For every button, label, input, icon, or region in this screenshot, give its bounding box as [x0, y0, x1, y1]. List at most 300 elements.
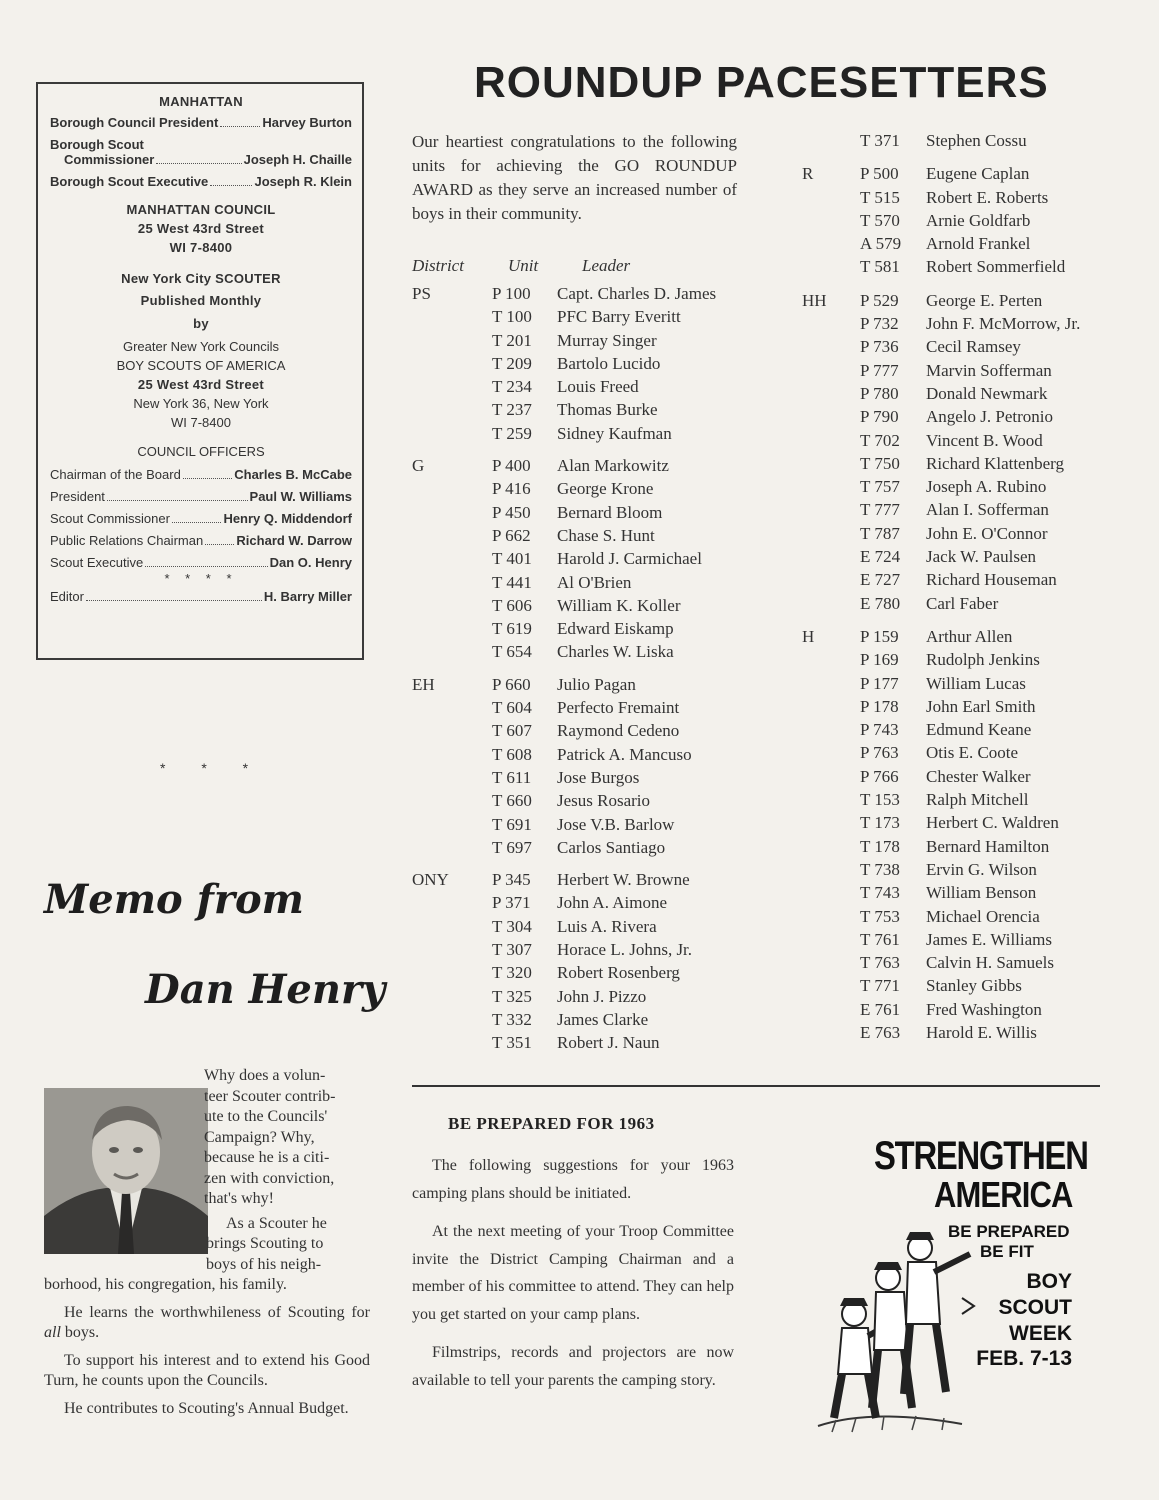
council-phone: WI 7-8400	[169, 240, 233, 255]
unit-number: T 654	[492, 642, 532, 662]
intro-paragraph: Our heartiest congratulations to the following units for achieving the GO ROUNDUP AWARD as they serve an increased number of boys in their community.	[412, 132, 737, 223]
officer-name: Paul W. Williams	[249, 489, 352, 504]
memo-line: teer Scouter contrib-	[204, 1087, 336, 1105]
leader-name: Alan Markowitz	[557, 456, 669, 476]
unit-number: T 441	[492, 572, 532, 592]
unit-number: A 579	[860, 234, 902, 254]
unit-row	[802, 974, 1102, 997]
unit-row	[802, 648, 1102, 671]
leader-name: Harold J. Carmichael	[557, 549, 702, 569]
unit-row	[802, 522, 1102, 545]
leader-name: Michael Orencia	[926, 906, 1040, 926]
unit-number: P 450	[492, 502, 531, 522]
officer-label: Borough Council President	[50, 115, 219, 130]
unit-row	[802, 255, 1102, 278]
memo-text-post: boys.	[60, 1324, 100, 1341]
unit-row	[802, 162, 1102, 185]
memo-paragraph: He contributes to Scouting's Annual Budget.	[64, 1399, 349, 1417]
unit-row	[802, 928, 1102, 951]
unit-row	[802, 998, 1102, 1021]
officer-line	[50, 174, 352, 190]
unit-number: T 787	[860, 523, 900, 543]
pacesetters-column-2	[802, 129, 1102, 1044]
unit-number: P 790	[860, 407, 899, 427]
pacesetters-column-1	[412, 282, 752, 1055]
unit-row	[802, 672, 1102, 695]
unit-row	[802, 405, 1102, 428]
publisher-line: BOY SCOUTS OF AMERICA	[116, 358, 286, 373]
unit-row	[412, 985, 752, 1008]
unit-number: P 736	[860, 337, 899, 357]
leader-name: Jesus Rosario	[557, 791, 651, 811]
unit-number: P 732	[860, 314, 899, 334]
unit-number: E 780	[860, 593, 901, 613]
unit-number: T 201	[492, 330, 532, 350]
unit-number: P 743	[860, 720, 899, 740]
unit-number: P 400	[492, 456, 531, 476]
unit-row	[802, 881, 1102, 904]
memo-line: Campaign? Why,	[204, 1128, 315, 1146]
memo-title-line1: Memo from	[44, 876, 304, 923]
unit-number: P 763	[860, 743, 899, 763]
boy-scout-week-poster	[812, 1134, 1088, 1434]
unit-number: T 607	[492, 721, 532, 741]
leader-name: Jose Burgos	[557, 767, 640, 787]
editor-line	[50, 589, 352, 605]
district-code: EH	[412, 674, 435, 694]
district-group	[802, 162, 1102, 278]
unit-number: E 763	[860, 1022, 901, 1042]
unit-row	[412, 1008, 752, 1031]
officer-name: Harvey Burton	[262, 115, 352, 130]
leader-header: Leader	[582, 256, 631, 275]
officer-name: Charles B. McCabe	[234, 467, 352, 482]
publisher-line: 25 West 43rd Street	[137, 377, 265, 392]
officer-label-line1: Borough Scout	[50, 137, 144, 152]
leader-name: Chase S. Hunt	[557, 525, 655, 545]
publication-by: by	[193, 316, 209, 331]
leader-name: Robert J. Naun	[557, 1033, 660, 1053]
leader-name: Ralph Mitchell	[926, 790, 1029, 810]
memo-line: As a Scouter he	[226, 1214, 327, 1232]
unit-number: T 753	[860, 906, 900, 926]
unit-number: P 780	[860, 383, 899, 403]
unit-number: T 757	[860, 477, 900, 497]
leader-name: Horace L. Johns, Jr.	[557, 940, 693, 960]
officer-label: President	[50, 489, 105, 504]
unit-row	[412, 696, 752, 719]
leader-name: Arnold Frankel	[926, 234, 1031, 254]
unit-row	[802, 835, 1102, 858]
masthead-stars: * * * *	[164, 571, 238, 586]
leader-name: James E. Williams	[926, 929, 1053, 949]
memo-line: because he is a citi-	[204, 1149, 330, 1166]
leader-name: Bartolo Lucido	[557, 353, 661, 373]
leader-name: Stephen Cossu	[926, 131, 1027, 150]
leader-name: John F. McMorrow, Jr.	[926, 314, 1081, 334]
leader-name: Otis E. Coote	[926, 743, 1019, 763]
prepared-article	[412, 1152, 734, 1405]
leader-name: Donald Newmark	[926, 383, 1048, 403]
unit-row	[412, 766, 752, 789]
unit-number: P 371	[492, 893, 531, 913]
leader-name: Luis A. Rivera	[557, 916, 657, 936]
leader-name: George E. Perten	[926, 290, 1043, 310]
leader-name: Angelo J. Petronio	[926, 407, 1054, 427]
unit-number: P 100	[492, 284, 531, 303]
publication-frequency: Published Monthly	[140, 293, 262, 308]
unit-number: T 750	[860, 453, 900, 473]
divider	[412, 1085, 1100, 1087]
unit-row	[802, 382, 1102, 405]
unit-number: P 766	[860, 766, 899, 786]
unit-number: T 697	[492, 837, 532, 857]
district-group	[412, 673, 752, 859]
officer-name: Joseph R. Klein	[254, 174, 352, 189]
district-group	[802, 625, 1102, 1044]
prepared-paragraph: Filmstrips, records and projectors are now available to tell your parents the camping story.	[412, 1344, 734, 1389]
officer-name: Dan O. Henry	[269, 555, 352, 570]
unit-number: T 738	[860, 859, 900, 879]
leader-name: John A. Aimone	[557, 893, 668, 913]
leader-name: Al O'Brien	[557, 572, 632, 592]
officer-label: Borough Scout Executive	[50, 174, 209, 189]
memo-paragraph	[44, 1303, 370, 1344]
unit-number: P 345	[492, 870, 531, 890]
unit-row	[412, 1031, 752, 1054]
unit-row	[802, 335, 1102, 358]
leader-name: Marvin Sofferman	[926, 360, 1052, 380]
leader-name: Julio Pagan	[557, 674, 636, 694]
unit-number: T 777	[860, 500, 900, 520]
publisher-line: WI 7-8400	[171, 415, 231, 430]
leader-name: Vincent B. Wood	[926, 430, 1043, 450]
leader-name: Jose V.B. Barlow	[557, 814, 675, 834]
leader-name: Robert Rosenberg	[557, 963, 680, 983]
leader-name: PFC Barry Everitt	[557, 307, 681, 327]
leader-name: Arnie Goldfarb	[926, 210, 1031, 230]
memo-line: that's why!	[204, 1190, 274, 1207]
unit-row	[802, 788, 1102, 811]
leader-name: Sidney Kaufman	[557, 423, 672, 443]
district-code: HH	[802, 290, 827, 310]
unit-number: T 237	[492, 400, 532, 420]
memo-title-line2: Dan Henry	[145, 966, 386, 1013]
unit-number: T 100	[492, 307, 532, 327]
unit-number: T 234	[492, 377, 532, 397]
unit-number: P 169	[860, 650, 899, 670]
unit-row	[802, 568, 1102, 591]
unit-row	[412, 719, 752, 742]
unit-number: T 325	[492, 986, 532, 1006]
officer-label: Chairman of the Board	[50, 467, 181, 482]
unit-number: T 320	[492, 963, 532, 983]
leader-name: James Clarke	[557, 1009, 649, 1029]
unit-row	[412, 594, 752, 617]
publication-name: New York City SCOUTER	[121, 271, 281, 286]
district-group	[802, 129, 1102, 152]
unit-row	[802, 359, 1102, 382]
unit-row	[802, 209, 1102, 232]
leader-name: John J. Pizzo	[557, 986, 647, 1006]
unit-number: T 606	[492, 595, 532, 615]
memo-line: borhood, his congregation, his family.	[44, 1276, 287, 1293]
unit-row	[802, 498, 1102, 521]
unit-number: P 662	[492, 525, 531, 545]
officer-label: Scout Commissioner	[50, 511, 170, 526]
unit-number: T 608	[492, 744, 532, 764]
unit-number: P 777	[860, 360, 899, 380]
unit-row	[802, 429, 1102, 452]
unit-number: P 529	[860, 290, 899, 310]
unit-row	[412, 743, 752, 766]
unit-row	[802, 592, 1102, 615]
unit-row	[412, 891, 752, 914]
leader-name: Edmund Keane	[926, 720, 1032, 740]
leader-name: Joseph A. Rubino	[926, 477, 1047, 497]
prepared-paragraph: The following suggestions for your 1963 camping plans should be initiated.	[412, 1157, 734, 1202]
prepared-title: BE PREPARED FOR 1963	[448, 1114, 655, 1133]
leader-name: Carlos Santiago	[557, 837, 666, 857]
memo-article	[44, 1066, 370, 1419]
unit-row	[412, 961, 752, 984]
unit-number: T 604	[492, 698, 532, 718]
leader-name: Bernard Bloom	[557, 502, 663, 522]
leader-name: Murray Singer	[557, 330, 657, 350]
unit-row	[412, 640, 752, 663]
unit-number: T 351	[492, 1033, 532, 1053]
unit-number: T 332	[492, 1009, 532, 1029]
leader-name: George Krone	[557, 479, 654, 499]
unit-row	[412, 938, 752, 961]
poster-headline-2: AMERICA	[934, 1174, 1073, 1215]
unit-number: P 159	[860, 626, 899, 646]
council-address: 25 West 43rd Street	[137, 221, 265, 236]
district-code: PS	[412, 284, 431, 303]
borough-name: MANHATTAN	[159, 94, 243, 109]
unit-number: P 500	[860, 164, 899, 184]
leader-name: Arthur Allen	[926, 626, 1013, 646]
unit-number: T 173	[860, 813, 900, 833]
poster-headline-1: STRENGTHEN	[874, 1134, 1088, 1178]
district-code: G	[412, 456, 425, 476]
unit-row	[412, 329, 752, 352]
poster-week-3: WEEK	[1009, 1322, 1072, 1345]
unit-row	[802, 475, 1102, 498]
memo-text-pre: He learns the worthwhileness of Scouting for	[64, 1303, 370, 1321]
unit-row	[412, 524, 752, 547]
leader-name: Chester Walker	[926, 766, 1031, 786]
unit-row	[412, 868, 752, 891]
page-title: ROUNDUP PACESETTERS	[474, 58, 1049, 107]
leader-name: Thomas Burke	[557, 400, 658, 420]
memo-paragraph: To support his interest and to extend his Good Turn, he counts upon the Councils.	[44, 1351, 370, 1389]
leader-name: Capt. Charles D. James	[557, 284, 717, 303]
officer-name: Richard W. Darrow	[236, 533, 352, 548]
leader-name: William Benson	[926, 883, 1037, 903]
leader-name: Richard Houseman	[926, 570, 1057, 590]
leader-name: Stanley Gibbs	[926, 976, 1022, 996]
leader-name: Robert E. Roberts	[926, 187, 1049, 207]
officer-line	[50, 115, 352, 131]
leader-name: Bernard Hamilton	[926, 836, 1050, 856]
unit-number: E 724	[860, 547, 901, 567]
prepared-paragraph: At the next meeting of your Troop Committee invite the District Camping Chairman and a member of his committee to attend. They can help you get started on your camp plans.	[412, 1223, 734, 1323]
unit-row	[412, 305, 752, 328]
memo-line: zen with conviction,	[204, 1169, 335, 1187]
unit-row	[412, 398, 752, 421]
leader-name: Raymond Cedeno	[557, 721, 680, 741]
memo-line: brings Scouting to	[206, 1235, 324, 1252]
leader-name: Richard Klattenberg	[926, 453, 1065, 473]
unit-number: T 619	[492, 619, 532, 639]
unit-row	[412, 547, 752, 570]
unit-row	[802, 545, 1102, 568]
leader-name: John Earl Smith	[926, 696, 1036, 716]
unit-row	[412, 352, 752, 375]
unit-number: T 581	[860, 257, 900, 277]
unit-row	[412, 617, 752, 640]
unit-number: P 416	[492, 479, 531, 499]
poster-slogan-2: BE FIT	[980, 1242, 1034, 1261]
unit-number: T 304	[492, 916, 532, 936]
unit-number: T 691	[492, 814, 532, 834]
leader-name: Herbert W. Browne	[557, 870, 690, 890]
unit-number: E 761	[860, 999, 901, 1019]
unit-number: T 371	[860, 131, 900, 150]
unit-row	[802, 452, 1102, 475]
district-group	[412, 282, 752, 445]
officer-label: Commissioner	[64, 152, 155, 167]
unit-number: P 177	[860, 673, 899, 693]
unit-number: T 660	[492, 791, 532, 811]
separator-stars: * * *	[160, 760, 265, 776]
leader-name: Perfecto Fremaint	[557, 698, 680, 718]
unit-row	[412, 836, 752, 859]
district-group	[412, 454, 752, 664]
unit-row	[412, 282, 752, 305]
officer-line	[50, 511, 352, 527]
officer-line	[50, 533, 352, 549]
unit-row	[412, 673, 752, 696]
unit-row	[802, 741, 1102, 764]
poster-week-2: SCOUT	[998, 1296, 1072, 1319]
poster-slogan-1: BE PREPARED	[948, 1222, 1070, 1241]
leader-name: Harold E. Willis	[926, 1022, 1037, 1042]
publisher-line: New York 36, New York	[133, 396, 269, 411]
leader-name: Ervin G. Wilson	[926, 859, 1037, 879]
district-code: H	[802, 626, 815, 646]
officer-label: Public Relations Chairman	[50, 533, 204, 548]
district-group	[412, 868, 752, 1054]
unit-row	[412, 501, 752, 524]
unit-row	[802, 905, 1102, 928]
unit-number: T 153	[860, 790, 900, 810]
publisher-line: Greater New York Councils	[122, 339, 280, 354]
unit-number: P 178	[860, 696, 899, 716]
leader-name: Louis Freed	[557, 377, 639, 397]
leader-name: Rudolph Jenkins	[926, 650, 1040, 670]
poster-week-dates: FEB. 7-13	[976, 1347, 1072, 1370]
leader-name: Patrick A. Mancuso	[557, 744, 692, 764]
council-name: MANHATTAN COUNCIL	[126, 202, 276, 217]
leader-name: Edward Eiskamp	[557, 619, 674, 639]
unit-number: T 259	[492, 423, 532, 443]
officer-line	[50, 555, 352, 571]
unit-row	[802, 312, 1102, 335]
unit-number: T 763	[860, 953, 900, 973]
unit-row	[412, 789, 752, 812]
leader-name: Robert Sommerfield	[926, 257, 1066, 277]
officer-name: Henry Q. Middendorf	[223, 511, 352, 526]
officer-line	[50, 489, 352, 505]
unit-row	[802, 695, 1102, 718]
unit-number: T 743	[860, 883, 900, 903]
unit-row	[802, 625, 1102, 648]
leader-name: Jack W. Paulsen	[926, 547, 1037, 567]
leader-name: Alan I. Sofferman	[926, 500, 1049, 520]
unit-row	[802, 1021, 1102, 1044]
unit-row	[802, 186, 1102, 209]
unit-row	[412, 571, 752, 594]
district-code: R	[802, 164, 814, 184]
unit-number: T 178	[860, 836, 900, 856]
unit-row	[802, 289, 1102, 312]
memo-text-em: all	[44, 1324, 61, 1341]
unit-row	[802, 858, 1102, 881]
memo-line: ute to the Councils'	[204, 1108, 328, 1125]
leader-name: Charles W. Liska	[557, 642, 674, 662]
unit-row	[412, 375, 752, 398]
unit-header: Unit	[508, 256, 539, 275]
poster-week-1: BOY	[1026, 1270, 1072, 1293]
unit-number: T 515	[860, 187, 900, 207]
editor-name: H. Barry Miller	[263, 589, 352, 604]
unit-number: P 660	[492, 674, 531, 694]
district-code: ONY	[412, 870, 449, 890]
unit-number: E 727	[860, 570, 901, 590]
leader-name: William K. Koller	[557, 595, 681, 615]
leader-name: Cecil Ramsey	[926, 337, 1021, 357]
unit-number: T 761	[860, 929, 900, 949]
officer-name: Joseph H. Chaille	[243, 152, 352, 167]
unit-row	[412, 422, 752, 445]
leader-name: William Lucas	[926, 673, 1026, 693]
memo-line: Why does a volun-	[204, 1067, 326, 1084]
unit-row	[802, 951, 1102, 974]
unit-row	[412, 915, 752, 938]
officer-label: Scout Executive	[50, 555, 144, 570]
unit-row	[802, 765, 1102, 788]
leader-name: Carl Faber	[926, 593, 999, 613]
officer-line	[50, 467, 352, 483]
leader-name: Fred Washington	[926, 999, 1042, 1019]
unit-row	[802, 129, 1102, 152]
unit-row	[412, 477, 752, 500]
unit-number: T 611	[492, 767, 532, 787]
unit-row	[802, 718, 1102, 741]
leader-name: John E. O'Connor	[926, 523, 1048, 543]
unit-row	[802, 232, 1102, 255]
unit-number: T 771	[860, 976, 900, 996]
memo-line: boys of his neigh-	[206, 1255, 322, 1273]
unit-number: T 401	[492, 549, 532, 569]
masthead-box	[36, 82, 364, 660]
unit-row	[802, 811, 1102, 834]
unit-row	[412, 813, 752, 836]
unit-number: T 570	[860, 210, 900, 230]
district-header: District	[412, 256, 464, 275]
